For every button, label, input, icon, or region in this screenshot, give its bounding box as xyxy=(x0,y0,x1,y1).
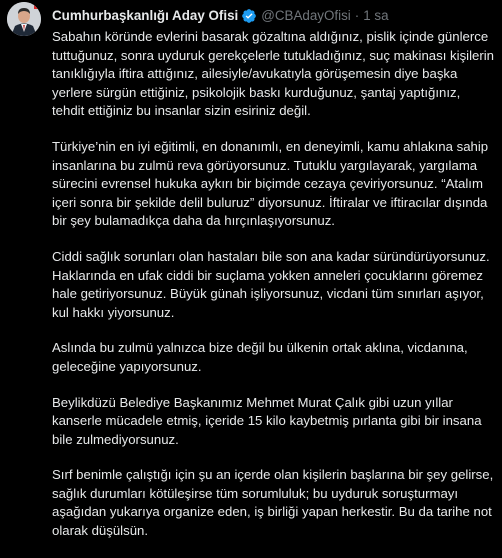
separator-dot: · xyxy=(354,8,360,23)
tweet-paragraph-4: Aslında bu zulmü yalnızca bize değil bu ülkenin ortak aklına, vicdanına, geleceğine yapıyorsunuz. xyxy=(52,340,468,374)
tweet-paragraph-3: Ciddi sağlık sorunları olan hastaları bile son ana kadar süründürüyorsunuz. Haklarında en ufak ciddi bir suçlama yokken anneleri çocuklarını göremez hale getiriyorsunuz. Büyük günah işliyorsunuz, vicdani tüm sınırları aşıyor, kul hakkı yiyorsunuz. xyxy=(52,248,490,320)
avatar[interactable] xyxy=(7,2,41,36)
verified-badge-icon xyxy=(241,8,257,24)
tweet-text xyxy=(52,28,498,558)
tweet-paragraph-6: Sırf benimle çalıştığı için şu an içerde olan kişilerin başlarına bir şey gelirse, sağlık durumları kötüleşirse tüm sorumluluk; bu uyduruk soruşturmayı aşağıdan yukarıya organize eden, iş birliği yapan herkestir. Bu da tarihe not olarak düşülsün. xyxy=(52,467,494,539)
tweet-paragraph-1: Sabahın köründe evlerini basarak gözaltına aldığınız, pislik içinde günlerce tuttuğunuz, sonra uyduruk gerekçelerle tutukladığınız, suç makinası kişilerin tanıklığıyla iftira attığınız, ailesiyle/avukatıyla görüşemesin diye başka yerlere sürgün ettiğiniz, psikolojik baskı kurduğunuz, şantaj yaptığınız, tehdit ettiğiniz bu insanlar sizin esiriniz değil. xyxy=(52,29,495,119)
handle[interactable]: @CBAdayOfisi xyxy=(261,8,351,23)
display-name[interactable]: Cumhurbaşkanlığı Aday Ofisi xyxy=(52,8,239,23)
tweet-header xyxy=(52,6,389,26)
timestamp[interactable]: 1 sa xyxy=(363,8,389,23)
tweet-paragraph-2: Türkiye’nin en iyi eğitimli, en donanımlı, en deneyimli, kamu ahlakına sahip insanlarına bu zulmü reva görüyorsunuz. Tutuklu yargılayarak, yargılama sürecini evrensel hukuka aykırı bir biçimde cezaya çeviriyorsunuz. “Atalım içeri sonra bir şekilde delil buluruz” diyorsunuz. İftiralar ve iftiracılar dışında bir şey bulamadıkça daha da hırçınlaşıyorsunuz. xyxy=(52,138,489,229)
avatar-portrait-icon xyxy=(7,2,41,36)
tweet-paragraph-5: Beylikdüzü Belediye Başkanımız Mehmet Murat Çalık gibi uzun yıllar kanserle mücadele etmiş, içeride 15 kilo kaybetmiş pırlanta gibi bir insana bile zulmediyorsunuz. xyxy=(52,394,482,447)
